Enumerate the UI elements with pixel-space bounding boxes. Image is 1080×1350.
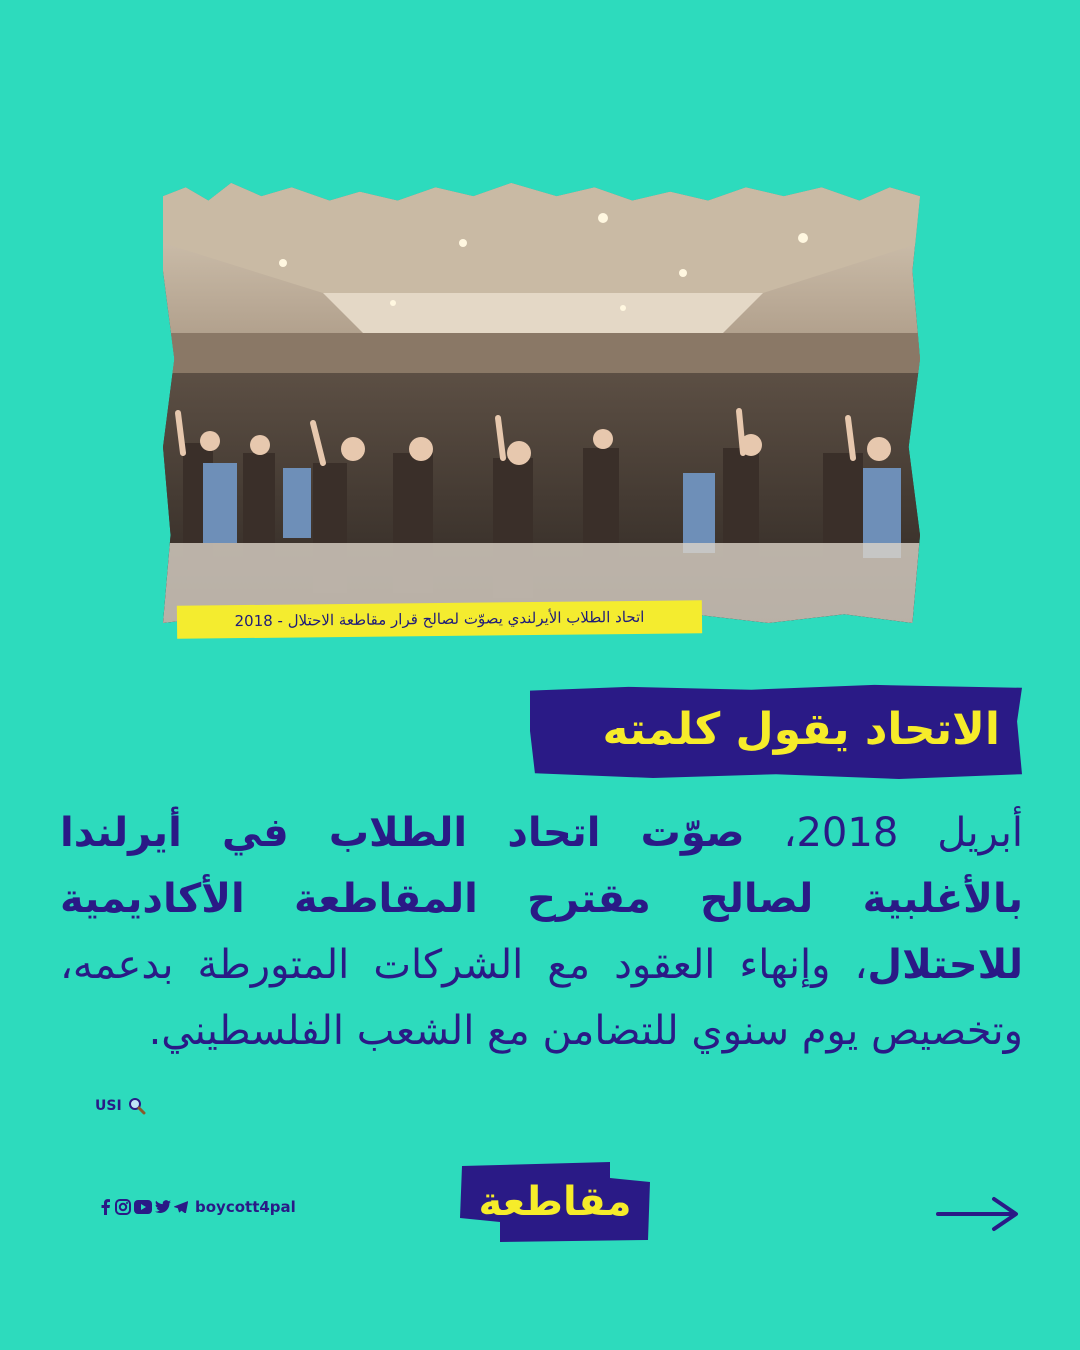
body-lead: أبريل 2018، — [744, 810, 1024, 856]
twitter-icon[interactable] — [155, 1200, 171, 1214]
page-title: الاتحاد يقول كلمته — [602, 704, 1000, 755]
arrow-right-icon[interactable] — [936, 1196, 1020, 1232]
logo-text: مقاطعة — [478, 1179, 632, 1225]
youtube-icon[interactable] — [134, 1200, 152, 1214]
conference-photo — [163, 183, 920, 623]
source-credit — [95, 1094, 146, 1118]
social-handle[interactable]: boycott4pal — [195, 1198, 296, 1216]
instagram-icon[interactable] — [115, 1199, 131, 1215]
social-handles — [100, 1196, 296, 1218]
body-bold: صوّت اتحاد الطلاب في أيرلندا بالأغلبية لصالح مقترح المقاطعة الأكاديمية للاحتلال — [60, 810, 1023, 988]
telegram-icon[interactable] — [174, 1201, 188, 1213]
facebook-icon[interactable] — [100, 1199, 112, 1215]
photo-caption: اتحاد الطلاب الأيرلندي يصوّت لصالح قرار مقاطعة الاحتلال - 2018 — [177, 600, 702, 638]
magnifier-icon — [128, 1097, 146, 1115]
source-label: USI — [95, 1098, 122, 1114]
body-paragraph — [60, 800, 1023, 1064]
body-rest: ، وإنهاء العقود مع الشركات المتورطة بدعمه، وتخصيص يوم سنوي للتضامن مع الشعب الفلسطيني. — [60, 942, 1023, 1054]
